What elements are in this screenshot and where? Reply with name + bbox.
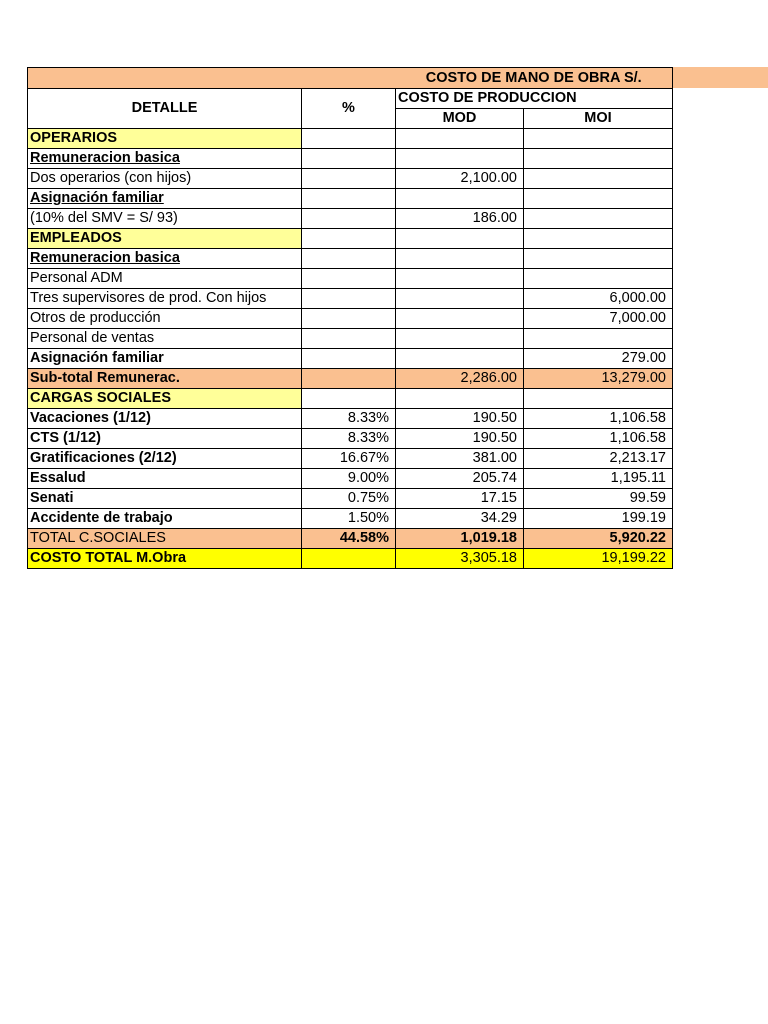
row-label: Accidente de trabajo [28, 509, 302, 529]
moi-cell: 99.59 [524, 489, 673, 509]
moi-cell: 1,106.58 [524, 409, 673, 429]
section-label: OPERARIOS [28, 129, 302, 149]
pct-cell: 16.67% [302, 449, 396, 469]
mod-cell [396, 229, 524, 249]
table-row [28, 269, 673, 289]
moi-cell: 279.00 [524, 349, 673, 369]
moi-cell [524, 169, 673, 189]
moi-cell: 6,000.00 [524, 289, 673, 309]
mod-cell [396, 349, 524, 369]
pct-cell [302, 149, 396, 169]
row-label: Asignación familiar [28, 189, 302, 209]
pct-cell [302, 309, 396, 329]
mod-cell [396, 309, 524, 329]
pct-cell [302, 169, 396, 189]
pct-cell: 0.75% [302, 489, 396, 509]
mod-cell [396, 329, 524, 349]
mod-cell: 3,305.18 [396, 549, 524, 569]
moi-cell [524, 209, 673, 229]
row-label: Essalud [28, 469, 302, 489]
pct-cell [302, 269, 396, 289]
table-row [28, 429, 673, 449]
banner-left [28, 68, 396, 89]
table-row [28, 509, 673, 529]
mod-cell: 186.00 [396, 209, 524, 229]
moi-cell [524, 329, 673, 349]
percent-header: % [302, 89, 396, 129]
pct-cell [302, 129, 396, 149]
mod-cell [396, 389, 524, 409]
row-label: Tres supervisores de prod. Con hijos [28, 289, 302, 309]
moi-cell: 1,106.58 [524, 429, 673, 449]
row-label: Vacaciones (1/12) [28, 409, 302, 429]
pct-cell [302, 389, 396, 409]
pct-cell [302, 189, 396, 209]
moi-cell [524, 149, 673, 169]
row-label: Senati [28, 489, 302, 509]
mod-cell: 190.50 [396, 409, 524, 429]
pct-cell: 8.33% [302, 409, 396, 429]
table-row [28, 249, 673, 269]
moi-cell: 1,195.11 [524, 469, 673, 489]
costo-total-row [28, 549, 673, 569]
table-row [28, 389, 673, 409]
table-row [28, 169, 673, 189]
row-label: Remuneracion basica [28, 249, 302, 269]
moi-cell [524, 269, 673, 289]
pct-cell [302, 549, 396, 569]
pct-cell [302, 329, 396, 349]
moi-header: MOI [524, 109, 673, 129]
pct-cell: 1.50% [302, 509, 396, 529]
table-row [28, 469, 673, 489]
moi-cell: 19,199.22 [524, 549, 673, 569]
pct-cell: 8.33% [302, 429, 396, 449]
table-row [28, 129, 673, 149]
banner-extension [672, 67, 768, 88]
row-label: Gratificaciones (2/12) [28, 449, 302, 469]
mod-cell [396, 269, 524, 289]
table-row [28, 229, 673, 249]
table-row [28, 329, 673, 349]
table-row [28, 489, 673, 509]
section-label: CARGAS SOCIALES [28, 389, 302, 409]
pct-cell [302, 369, 396, 389]
pct-cell: 44.58% [302, 529, 396, 549]
total-cargas-row [28, 529, 673, 549]
mod-cell [396, 189, 524, 209]
mod-cell: 205.74 [396, 469, 524, 489]
table-row [28, 189, 673, 209]
row-label: COSTO TOTAL M.Obra [28, 549, 302, 569]
header-row-1 [28, 89, 673, 109]
moi-cell [524, 229, 673, 249]
moi-cell [524, 129, 673, 149]
labor-cost-table [27, 67, 673, 569]
subtotal-row [28, 369, 673, 389]
mod-cell [396, 249, 524, 269]
table-row [28, 309, 673, 329]
moi-cell: 7,000.00 [524, 309, 673, 329]
labor-cost-sheet [27, 67, 673, 569]
mod-cell: 34.29 [396, 509, 524, 529]
row-label: Otros de producción [28, 309, 302, 329]
mod-cell [396, 289, 524, 309]
row-label: Dos operarios (con hijos) [28, 169, 302, 189]
row-label: (10% del SMV = S/ 93) [28, 209, 302, 229]
moi-cell: 2,213.17 [524, 449, 673, 469]
table-row [28, 209, 673, 229]
mod-cell: 2,100.00 [396, 169, 524, 189]
mod-cell [396, 149, 524, 169]
row-label: CTS (1/12) [28, 429, 302, 449]
banner-title: COSTO DE MANO DE OBRA S/. [396, 68, 673, 89]
mod-cell: 17.15 [396, 489, 524, 509]
row-label: Personal ADM [28, 269, 302, 289]
costo-produccion-header: COSTO DE PRODUCCION [396, 89, 673, 109]
mod-cell: 2,286.00 [396, 369, 524, 389]
moi-cell: 199.19 [524, 509, 673, 529]
mod-header: MOD [396, 109, 524, 129]
mod-cell: 381.00 [396, 449, 524, 469]
table-row [28, 349, 673, 369]
table-row [28, 149, 673, 169]
table-row [28, 449, 673, 469]
section-label: EMPLEADOS [28, 229, 302, 249]
moi-cell [524, 249, 673, 269]
pct-cell [302, 289, 396, 309]
table-row [28, 409, 673, 429]
pct-cell: 9.00% [302, 469, 396, 489]
row-label: Asignación familiar [28, 349, 302, 369]
pct-cell [302, 209, 396, 229]
mod-cell [396, 129, 524, 149]
detalle-header: DETALLE [28, 89, 302, 129]
row-label: Sub-total Remunerac. [28, 369, 302, 389]
pct-cell [302, 249, 396, 269]
moi-cell [524, 389, 673, 409]
row-label: TOTAL C.SOCIALES [28, 529, 302, 549]
moi-cell [524, 189, 673, 209]
moi-cell: 5,920.22 [524, 529, 673, 549]
table-row [28, 289, 673, 309]
row-label: Personal de ventas [28, 329, 302, 349]
pct-cell [302, 229, 396, 249]
mod-cell: 190.50 [396, 429, 524, 449]
row-label: Remuneracion basica [28, 149, 302, 169]
moi-cell: 13,279.00 [524, 369, 673, 389]
mod-cell: 1,019.18 [396, 529, 524, 549]
banner-row [28, 68, 673, 89]
pct-cell [302, 349, 396, 369]
